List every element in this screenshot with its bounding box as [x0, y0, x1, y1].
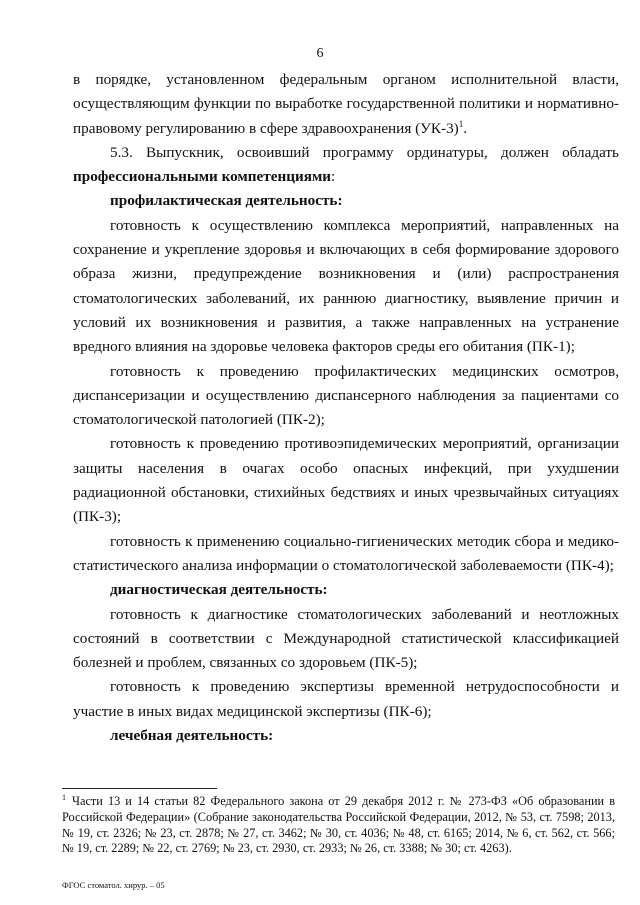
- paragraph-uk3: [73, 68, 619, 141]
- paragraph-5-3-bold: профессиональными компетенциями: [73, 168, 332, 186]
- footnote-separator: [62, 788, 217, 789]
- competence-pk4: готовность к применению социально-гигиенических методик сбора и медико-статистического анализа информации о стоматологической заболеваемости (ПК-4);: [73, 532, 619, 574]
- footnote-mark: 1: [62, 792, 66, 802]
- heading-treatment: лечебная деятельность:: [110, 727, 274, 745]
- paragraph-5-3: [73, 141, 619, 190]
- heading-diagnostic: диагностическая деятельность:: [110, 581, 328, 599]
- page-number: 6: [316, 46, 324, 61]
- heading-prophylactic: профилактическая деятельность:: [110, 192, 343, 210]
- footnote-ref: 1: [458, 118, 464, 129]
- competence-pk2: готовность к проведению профилактических медицинских осмотров, диспансеризации и осуществлению диспансерного наблюдения за пациентами со стоматологической патологией (ПК-2);: [73, 362, 619, 429]
- document-body: [73, 68, 619, 748]
- paragraph-uk3-end: .: [463, 119, 468, 137]
- paragraph-uk3-text: в порядке, установленном федеральным органом исполнительной власти, осуществляющим функции по выработке государственной политики и нормативно-правовому регулированию в сфере здравоохранения (УК-3): [73, 71, 619, 137]
- footnote-text: Части 13 и 14 статьи 82 Федерального закона от 29 декабря 2012 г. № 273-ФЗ «Об образовании в Российской Федерации» (Собрание законодательства Российской Федерации, 2012, № 53, ст. 7598; 2013, № 19, ст. 2326; № 23, ст. 2878; № 27, ст. 3462; № 30, ст. 4036; № 48, ст. 6165; 2014, № 6, ст. 562, ст. 566; № 19, ст. 2289; № 22, ст. 2769; № 23, ст. 2930, ст. 2933; № 26, ст. 3388; № 30; ст. 4263).: [62, 794, 615, 856]
- page-footer: ФГОС стоматол. хирур. – 05: [62, 880, 165, 890]
- competence-pk3: готовность к проведению противоэпидемических мероприятий, организации защиты населения в очагах особо опасных инфекций, при ухудшении радиационной обстановки, стихийных бедствиях и иных чрезвычайных ситуациях (ПК-3);: [73, 435, 619, 526]
- competence-pk1: готовность к осуществлению комплекса мероприятий, направленных на сохранение и укрепление здоровья и включающих в себя формирование здорового образа жизни, предупреждение возникновения и (или) распространения стоматологических заболеваний, их раннюю диагностику, выявление причин и условий их возникновения и развития, а также направленных на устранение вредного влияния на здоровье человека факторов среды его обитания (ПК-1);: [73, 216, 619, 356]
- footnote: [62, 794, 615, 857]
- paragraph-5-3-end: :: [331, 168, 336, 186]
- competence-pk6: готовность к проведению экспертизы временной нетрудоспособности и участие в иных видах медицинской экспертизы (ПК-6);: [73, 678, 619, 720]
- paragraph-5-3-text: 5.3. Выпускник, освоивший программу ординатуры, должен обладать: [110, 143, 619, 161]
- competence-pk5: готовность к диагностике стоматологических заболеваний и неотложных состояний в соответствии с Международной статистической классификацией болезней и проблем, связанных со здоровьем (ПК-5);: [73, 605, 619, 672]
